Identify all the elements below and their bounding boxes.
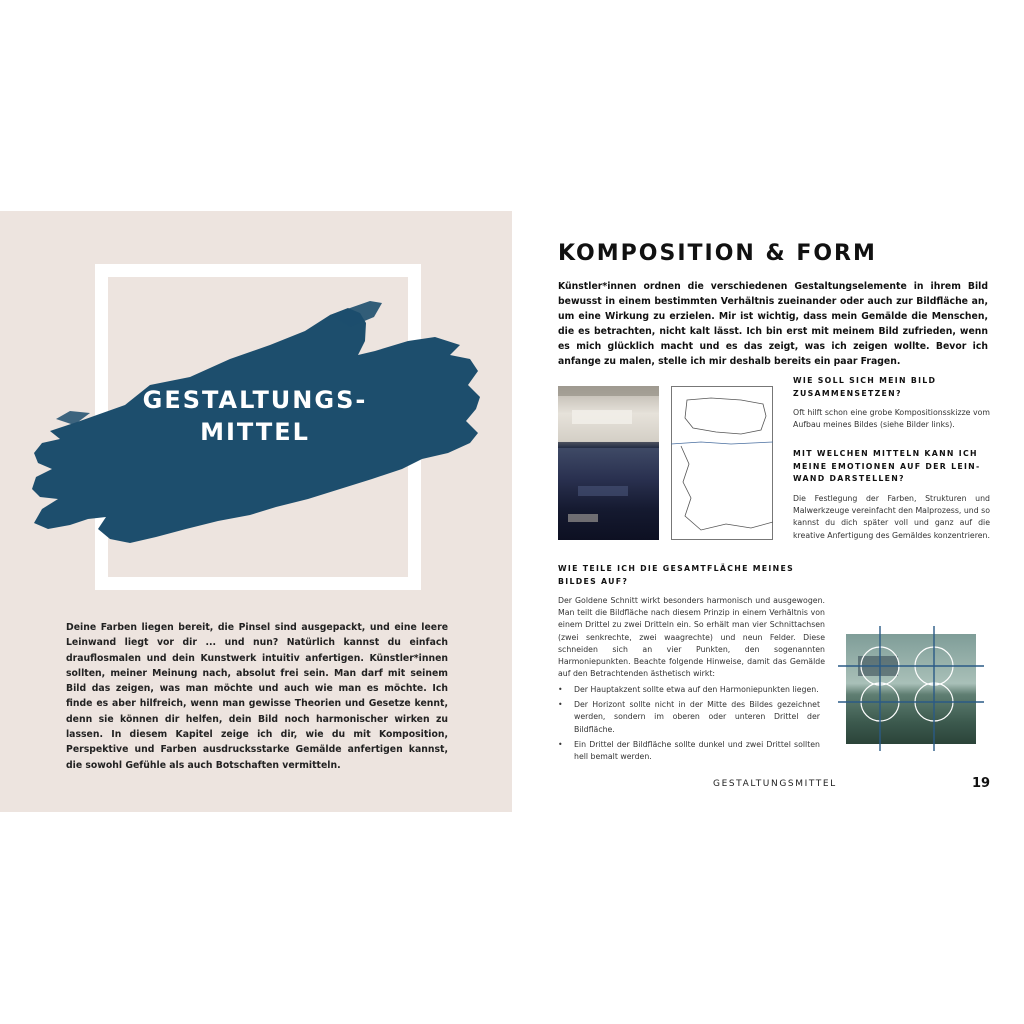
page-number: 19 [972,776,991,791]
hint-item: • Der Hauptakzent sollte etwa auf den Harmoniepunkten liegen. [558,684,820,696]
answer-composition: Oft hilft schon eine grobe Kompositionsskizze vom Aufbau meines Bildes (siehe Bilder links). [793,408,990,430]
hint-item: • Ein Drittel der Bildfläche sollte dunkel und zwei Drittel sollten hell bemalt werden. [558,739,820,763]
chapter-title [100,384,410,448]
lead-paragraph: Künstler*innen ordnen die verschiedenen Gestaltungselemente in ihrem Bild bewusst in einem bestimmten Verhältnis zueinander oder auch zur Bildfläche an, um eine Wirkung zu erzielen. Mir ist wichtig, dass mein Gemälde die Menschen, die es betrachten, nicht kalt lässt. Ich bin erst mit meinem Bild zufrieden, wenn es mich glücklich macht und es das zeigt, was ich zeigen wollte. Bevor ich anfange zu malen, stelle ich mir deshalb bereits ein paar Fragen. [558,281,988,367]
footer-section-label: GESTALTUNGSMITTEL [713,779,837,789]
answer-emotions: Die Festlegung der Farben, Strukturen und Malwerkzeuge vereinfacht den Malprozess, und so kannst du dich später voll und ganz auf die kreative Anfertigung des Gemäldes konzentrieren. [793,494,990,540]
question-division: WIE TEILE ICH DIE GESAMTFLÄCHE MEINES BILDES AUF? [558,564,794,586]
section-title: KOMPOSITION & FORM [558,241,877,266]
painting-photo [558,386,659,540]
left-page [0,211,512,812]
chapter-title-line1: GESTALTUNGS- [142,386,368,414]
golden-ratio-painting [838,626,984,751]
hint-list [558,684,820,766]
question-composition: WIE SOLL SICH MEIN BILD ZUSAMMENSETZEN? [793,376,937,398]
hint-item: • Der Horizont sollte nicht in der Mitte des Bildes gezeichnet werden, sondern im oberen oder unteren Drittel der Bildfläche. [558,699,820,736]
answer-division: Der Goldene Schnitt wirkt besonders harmonisch und ausgewogen. Man teilt die Bildfläche nach diesem Prinzip in einem Verhältnis von einem Drittel zu zwei Dritteln ein. So erhält man vier Schnittachsen (zwei senkrechte, zwei waagrechte) und neun Felder. Diese schneiden sich an vier Punkten, den sogenannten Harmoniepunkten. Beachte folgende Hinweise, damit das Gemälde auf den Betrachtenden ästhetisch wirkt: [558,596,825,679]
composition-sketch [671,386,773,540]
chapter-title-line2: MITTEL [200,418,310,446]
intro-paragraph: Deine Farben liegen bereit, die Pinsel sind ausgepackt, und eine leere Leinwand liegt vor dir ... und nun? Natürlich kannst du einfach drauflosmalen und dein Kunstwerk intuitiv anfertigen. Künstler*innen sollten, meiner Meinung nach, absolut frei sein. Man darf mit seinem Bild das zeigen, was man möchte und auch wie man es möchte. Ich finde es aber hilfreich, wenn man gewisse Theorien und Gesetze kennt, denn sie können dir helfen, dein Bild noch harmonischer wirken zu lassen. In diesem Kapitel zeige ich dir, wie du mit Komposition, Perspektive und Farben ausdrucksstarke Gemälde anfertigen kannst, die sowohl Gefühle als auch Botschaften vermitteln. [66,622,448,771]
question-emotions: MIT WELCHEN MITTELN KANN ICH MEINE EMOTIONEN AUF DER LEIN-WAND DARSTELLEN? [793,449,981,483]
